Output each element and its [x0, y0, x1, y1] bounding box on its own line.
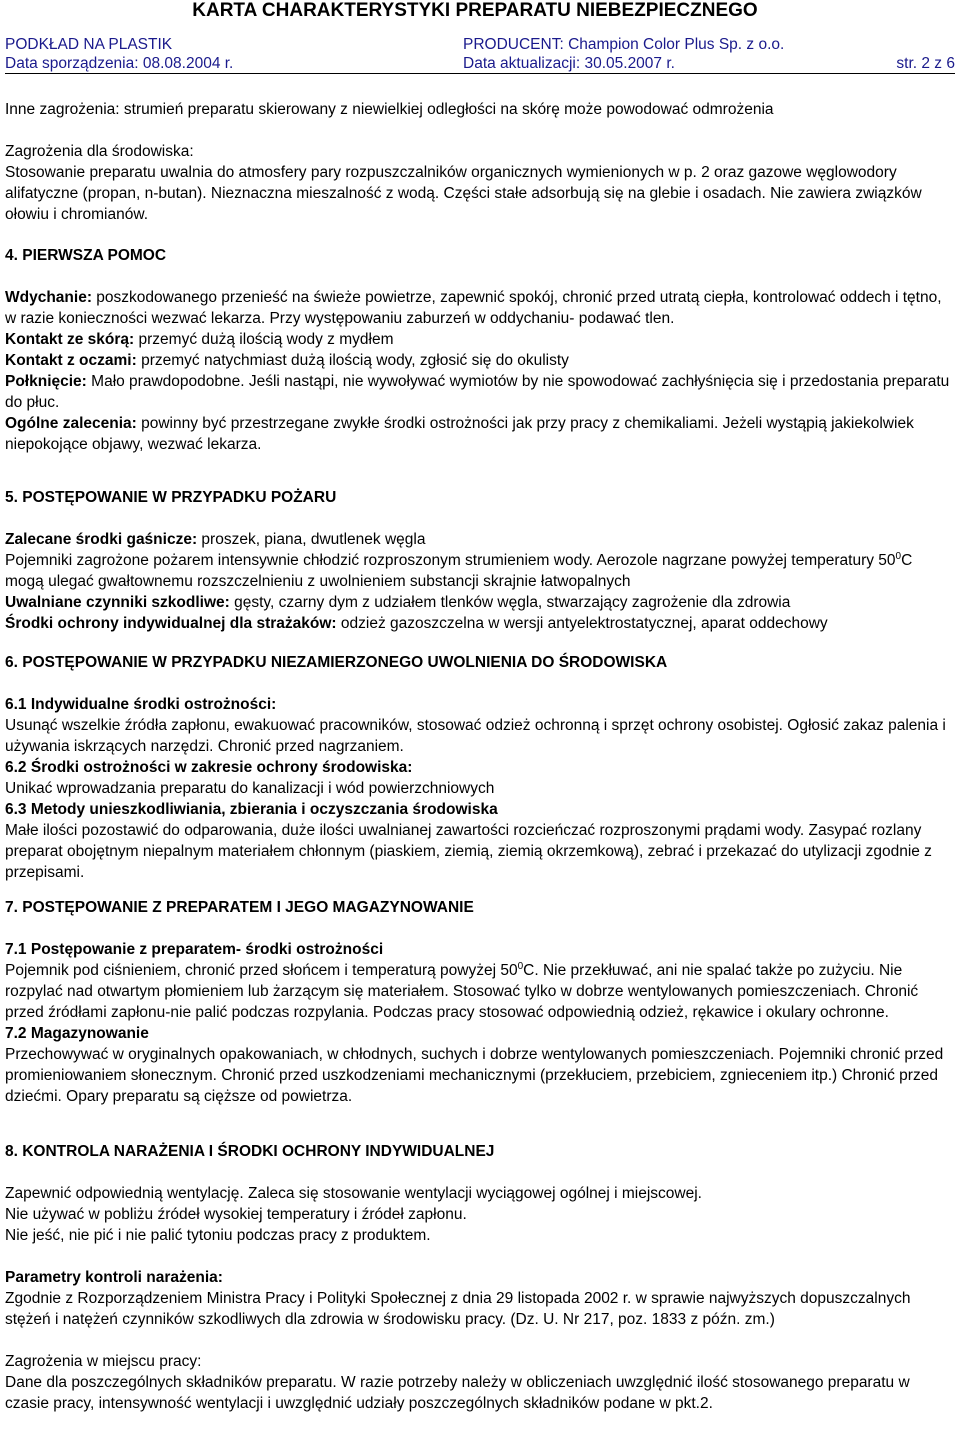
eyes-label: Kontakt z oczami: [5, 352, 137, 369]
ignition-text: Nie używać w pobliżu źródeł wysokiej temperatury i źródeł zapłonu. [5, 1206, 467, 1223]
eyes-paragraph [5, 350, 955, 371]
extinguishing-paragraph [5, 529, 955, 550]
released-label: Uwalniane czynniki szkodliwe: [5, 594, 230, 611]
containers-paragraph [5, 550, 955, 592]
section-8 [5, 1141, 955, 1414]
general-label: Ogólne zalecenia: [5, 415, 137, 432]
section-5 [5, 487, 955, 634]
containers-degree: 0 [895, 551, 902, 562]
inhalation-paragraph [5, 287, 955, 329]
section-7 [5, 897, 955, 1107]
section-7-title: 7. POSTĘPOWANIE Z PREPARATEM I JEGO MAGAZYNOWANIE [5, 899, 474, 916]
page-number: str. 2 z 6 [896, 55, 955, 72]
released-text: gęsty, czarny dym z udziałem tlenków węgla, stwarzający zagrożenie dla zdrowia [234, 594, 791, 611]
section-5-title: 5. POSTĘPOWANIE W PRZYPADKU POŻARU [5, 489, 337, 506]
skin-text: przemyć dużą ilością wody z mydłem [138, 331, 394, 348]
subsection-7-1-degree: 0 [517, 961, 524, 972]
workplace-hazards-label: Zagrożenia w miejscu pracy: [5, 1353, 202, 1370]
subsection-6-1-text: Usunąć wszelkie źródła zapłonu, ewakuować pracowników, stosować odzież ochronną i sprzęt ochrony osobistej. Ogłosić zakaz palenia i używania iskrzących narzędzi. Chronić przed nagrzaniem. [5, 717, 946, 755]
eyes-text: przemyć natychmiast dużą ilością wody, zgłosić się do okulisty [141, 352, 569, 369]
firefighter-ppe-text: odzież gazoszczelna w wersji antyelektrostatycznej, aparat oddechowy [340, 615, 828, 632]
general-text: powinny być przestrzegane zwykłe środki ostrożności jak przy pracy z chemikaliami. Jeżeli wystąpią jakiekolwiek niepokojące objawy, wezwać lekarza. [5, 415, 914, 453]
exposure-params-text: Zgodnie z Rozporządzeniem Ministra Pracy i Polityki Społecznej z dnia 29 listopada 2002 r. w sprawie najwyższych dopuszczalnych stężeń i natężeń czynników szkodliwych dla zdrowia w środowisku pracy. (Dz. U. Nr 217, poz. 1833 z późn. zm.) [5, 1290, 911, 1328]
section-4 [5, 245, 955, 455]
section-3-environment [5, 141, 955, 225]
released-paragraph [5, 592, 955, 613]
subsection-7-2-text: Przechowywać w oryginalnych opakowaniach, w chłodnych, suchych i dobrze wentylowanych pomieszczeniach. Pojemniki chronić przed promieniowaniem słonecznym. Chronić przed uszkodzeniami mechanicznymi (przekłuciem, przebiciem, zgnieceniem itp.) Chronić przed dziećmi. Opary preparatu są cięższe od powietrza. [5, 1046, 944, 1105]
swallow-text: Mało prawdopodobne. Jeśli nastąpi, nie wywoływać wymiotów by nie spowodować zachłyśnięcia się i przedostania preparatu do płuc. [5, 373, 950, 411]
environment-text: Stosowanie preparatu uwalnia do atmosfery pary rozpuszczalników organicznych wymienionych w p. 2 oraz gazowe węglowodory alifatyczne (propan, n-butan). Nieznaczna mieszalność z wodą. Części stałe adsorbują się na glebie i osadach. Nie zawiera związków ołowiu i chromianów. [5, 164, 922, 223]
swallow-paragraph [5, 371, 955, 413]
general-paragraph [5, 413, 955, 455]
subsection-6-2-text: Unikać wprowadzania preparatu do kanalizacji i wód powierzchniowych [5, 780, 495, 797]
workplace-hazards-text: Dane dla poszczególnych składników preparatu. W razie potrzeby należy w obliczeniach uwzględnić ilość stosowanego preparatu w czasie pracy, intensywność wentylacji i uwzględnić udziały poszczególnych składników podane w pkt.2. [5, 1374, 910, 1412]
exposure-params-label: Parametry kontroli narażenia: [5, 1269, 223, 1286]
section-4-title: 4. PIERWSZA POMOC [5, 247, 167, 264]
producer-name: PRODUCENT: Champion Color Plus Sp. z o.o. [463, 36, 785, 53]
extinguishing-text: proszek, piana, dwutlenek węgla [201, 531, 426, 548]
section-6 [5, 652, 955, 883]
date-created: Data sporządzenia: 08.08.2004 r. [5, 55, 234, 72]
subsection-6-1-title: 6.1 Indywidualne środki ostrożności: [5, 696, 277, 713]
containers-text-b: C mogą ulegać gwałtownemu rozszczelnieniu z uwolnieniem substancji skrajnie łatwopalnych [5, 552, 913, 590]
product-name: PODKŁAD NA PLASTIK [5, 36, 173, 53]
hygiene-text: Nie jeść, nie pić i nie palić tytoniu podczas pracy z produktem. [5, 1227, 431, 1244]
subsection-7-1-paragraph [5, 960, 955, 1023]
firefighter-ppe-label: Środki ochrony indywidualnej dla strażaków: [5, 615, 337, 632]
subsection-7-1-text-b: C. Nie przekłuwać, ani nie spalać także po zużyciu. Nie rozpylać nad otwartym płomieniem lub żarzącym się materiałem. Stosować tylko w dobrze wentylowanych pomieszczeniach. Chronić przed źródłami zapłonu-nie palić podczas rozpylania. Podczas pracy stosować odpowiednią odzież, rękawice i okulary ochronne. [5, 962, 919, 1021]
subsection-7-1-text-a: Pojemnik pod ciśnieniem, chronić przed słońcem i temperaturą powyżej 50 [5, 962, 518, 979]
date-updated: Data aktualizacji: 30.05.2007 r. [463, 55, 675, 72]
subsection-6-3-text: Małe ilości pozostawić do odparowania, duże ilości uwalnianej zawartości rozcieńczać rozproszonymi prądami wody. Zasypać rozlany preparat obojętnym niepalnym materiałem chłonnym (piaskiem, ziemią, ziemią okrzemkową), zebrać i przekazać do utylizacji zgodnie z przepisami. [5, 822, 932, 881]
skin-label: Kontakt ze skórą: [5, 331, 135, 348]
extinguishing-label: Zalecane środki gaśnicze: [5, 531, 198, 548]
document-title: KARTA CHARAKTERYSTYKI PREPARATU NIEBEZPIECZNEGO [192, 0, 758, 21]
other-hazards-text: Inne zagrożenia: strumień preparatu skierowany z niewielkiej odległości na skórę może powodować odmrożenia [5, 101, 774, 118]
section-3-other-hazards [5, 99, 955, 120]
containers-text-a: Pojemniki zagrożone pożarem intensywnie chłodzić rozproszonym strumieniem wody. Aerozole nagrzane powyżej temperatury 50 [5, 552, 896, 569]
subsection-7-1-title: 7.1 Postępowanie z preparatem- środki ostrożności [5, 941, 384, 958]
firefighter-ppe-paragraph [5, 613, 955, 634]
swallow-label: Połknięcie: [5, 373, 87, 390]
skin-paragraph [5, 329, 955, 350]
section-6-title: 6. POSTĘPOWANIE W PRZYPADKU NIEZAMIERZONEGO UWOLNIENIA DO ŚRODOWISKA [5, 654, 668, 671]
inhalation-text: poszkodowanego przenieść na świeże powietrze, zapewnić spokój, chronić przed utratą ciepła, kontrolować oddech i tętno, w razie konieczności wezwać lekarza. Przy występowaniu zaburzeń w oddychaniu- podawać tlen. [5, 289, 942, 327]
subsection-7-2-title: 7.2 Magazynowanie [5, 1025, 149, 1042]
section-8-title: 8. KONTROLA NARAŻENIA I ŚRODKI OCHRONY INDYWIDUALNEJ [5, 1143, 495, 1160]
ventilation-text: Zapewnić odpowiednią wentylację. Zaleca się stosowanie wentylacji wyciągowej ogólnej i miejscowej. [5, 1185, 702, 1202]
environment-label: Zagrożenia dla środowiska: [5, 143, 194, 160]
inhalation-label: Wdychanie: [5, 289, 92, 306]
subsection-6-2-title: 6.2 Środki ostrożności w zakresie ochrony środowiska: [5, 759, 413, 776]
subsection-6-3-title: 6.3 Metody unieszkodliwiania, zbierania i oczyszczania środowiska [5, 801, 498, 818]
header-divider [5, 73, 955, 74]
